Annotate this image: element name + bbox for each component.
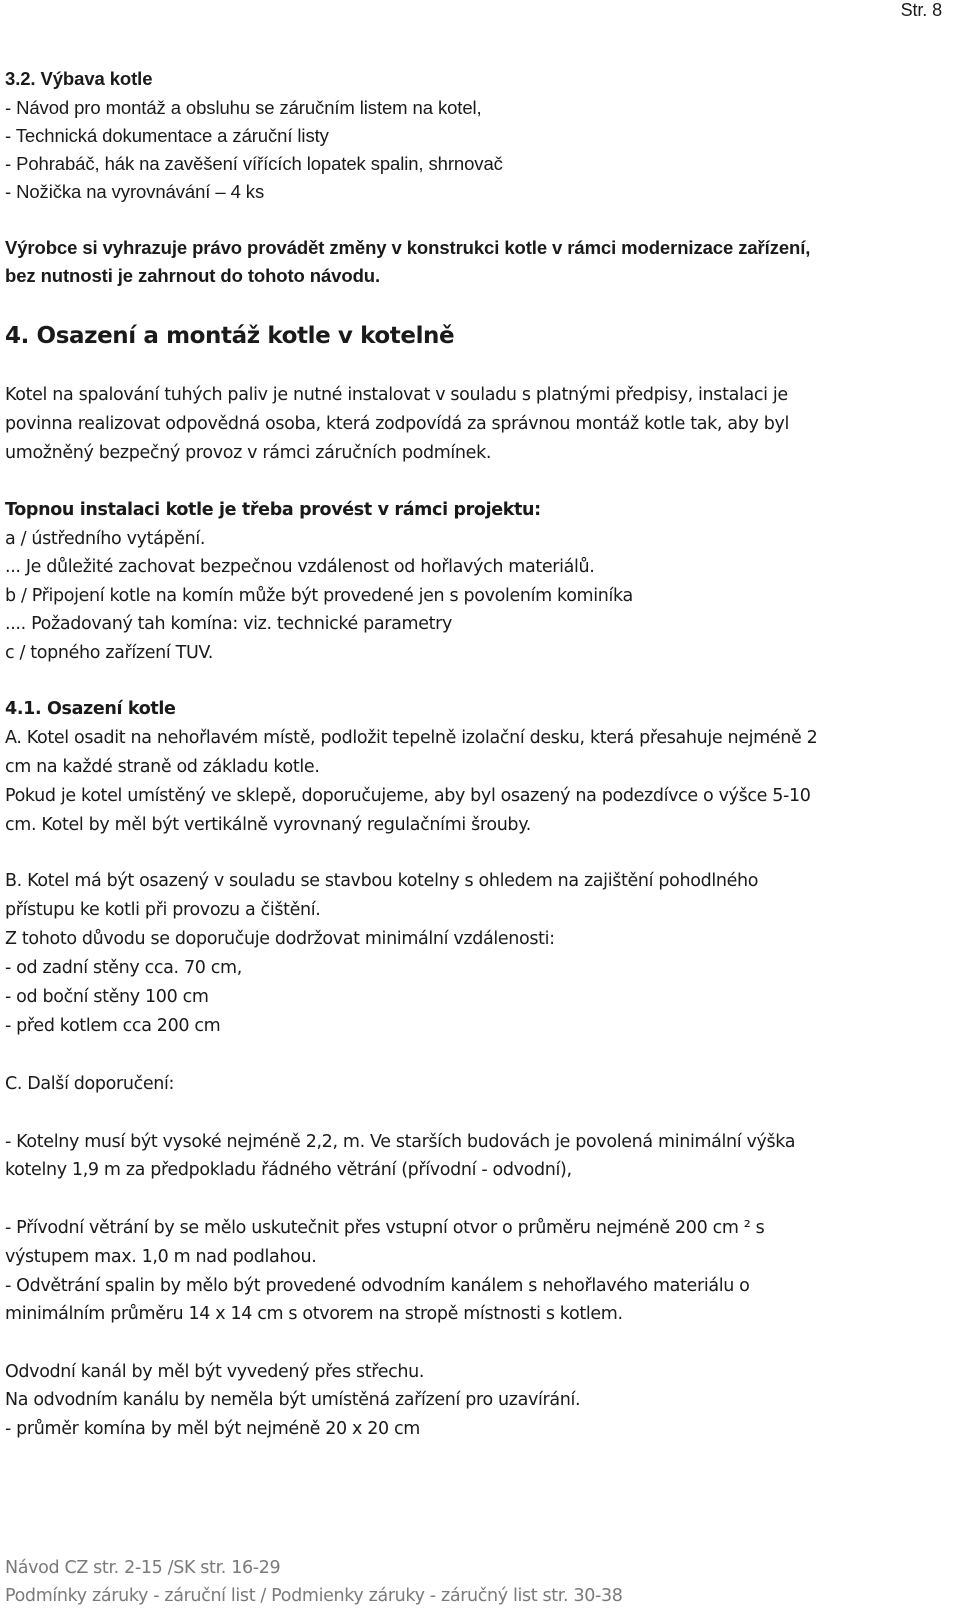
point-c-line: výstupem max. 1,0 m nad podlahou.: [5, 1247, 317, 1267]
project-line: .... Požadovaný tah komína: viz. technické parametry: [5, 614, 452, 634]
point-c-line: - Přívodní větrání by se mělo uskutečnit přes vstupní otvor o průměru nejméně 200 cm ² s: [5, 1218, 765, 1238]
project-heading: Topnou instalaci kotle je třeba provést v rámci projektu:: [5, 500, 541, 520]
point-a-line: cm. Kotel by měl být vertikálně vyrovnaný regulačními šrouby.: [5, 815, 531, 835]
point-c-line: - Odvětrání spalin by mělo být provedené odvodním kanálem s nehořlavého materiálu o: [5, 1276, 750, 1296]
point-c-line: Na odvodním kanálu by neměla být umístěná zařízení pro uzavírání.: [5, 1390, 581, 1410]
equipment-item: - Nožička na vyrovnávání – 4 ks: [5, 181, 265, 202]
project-line: ... Je důležité zachovat bezpečnou vzdálenost od hořlavých materiálů.: [5, 557, 595, 577]
equipment-item: - Pohrabáč, hák na zavěšení vířících lopatek spalin, shrnovač: [5, 153, 503, 174]
point-c-line: - Kotelny musí být vysoké nejméně 2,2, m. Ve starších budovách je povolená minimální výška: [5, 1132, 796, 1152]
point-b-line: - od boční stěny 100 cm: [5, 987, 209, 1007]
project-line: b / Připojení kotle na komín může být provedené jen s povolením kominíka: [5, 586, 633, 606]
point-c-line: minimálním průměru 14 x 14 cm s otvorem na stropě místnosti s kotlem.: [5, 1304, 623, 1324]
section-3-2-heading: 3.2. Výbava kotle: [5, 68, 153, 89]
intro-line: povinna realizovat odpovědná osoba, která zodpovídá za správnou montáž kotle tak, aby byl: [5, 414, 789, 434]
point-b-line: - před kotlem cca 200 cm: [5, 1016, 221, 1036]
point-a-line: Pokud je kotel umístěný ve sklepě, doporučujeme, aby byl osazený na podezdívce o výšce 5-10: [5, 786, 811, 806]
manufacturer-notice-line: Výrobce si vyhrazuje právo provádět změny v konstrukci kotle v rámci modernizace zařízení,: [5, 237, 811, 258]
point-b-line: B. Kotel má být osazený v souladu se stavbou kotelny s ohledem na zajištění pohodlného: [5, 871, 759, 891]
page-number: Str. 8: [900, 0, 942, 20]
point-c-line: - průměr komína by měl být nejméně 20 x 20 cm: [5, 1419, 420, 1439]
point-c-line: kotelny 1,9 m za předpokladu řádného větrání (přívodní - odvodní),: [5, 1160, 572, 1180]
equipment-item: - Technická dokumentace a záruční listy: [5, 125, 329, 146]
section-4-1-heading: 4.1. Osazení kotle: [5, 699, 176, 719]
project-line: c / topného zařízení TUV.: [5, 643, 214, 663]
equipment-item: - Návod pro montáž a obsluhu se záručním listem na kotel,: [5, 97, 482, 118]
footer-line: Návod CZ str. 2-15 /SK str. 16-29: [5, 1558, 281, 1578]
point-b-line: přístupu ke kotli při provozu a čištění.: [5, 900, 321, 920]
point-b-line: Z tohoto důvodu se doporučuje dodržovat minimální vzdálenosti:: [5, 929, 555, 949]
point-a-line: cm na každé straně od základu kotle.: [5, 757, 320, 777]
intro-line: Kotel na spalování tuhých paliv je nutné instalovat v souladu s platnými předpisy, instalaci je: [5, 385, 788, 405]
manufacturer-notice-line: bez nutnosti je zahrnout do tohoto návodu.: [5, 265, 381, 286]
point-c-heading: C. Další doporučení:: [5, 1074, 175, 1094]
footer-line: Podmínky záruky - záruční list / Podmienky záruky - záručný list str. 30-38: [5, 1586, 623, 1606]
section-4-heading: 4. Osazení a montáž kotle v kotelně: [5, 323, 455, 349]
point-b-line: - od zadní stěny cca. 70 cm,: [5, 958, 242, 978]
intro-line: umožněný bezpečný provoz v rámci záručních podmínek.: [5, 443, 492, 463]
point-c-line: Odvodní kanál by měl být vyvedený přes střechu.: [5, 1362, 425, 1382]
point-a-line: A. Kotel osadit na nehořlavém místě, podložit tepelně izolační desku, která přesahuje nejméně 2: [5, 728, 818, 748]
project-line: a / ústředního vytápění.: [5, 529, 206, 549]
